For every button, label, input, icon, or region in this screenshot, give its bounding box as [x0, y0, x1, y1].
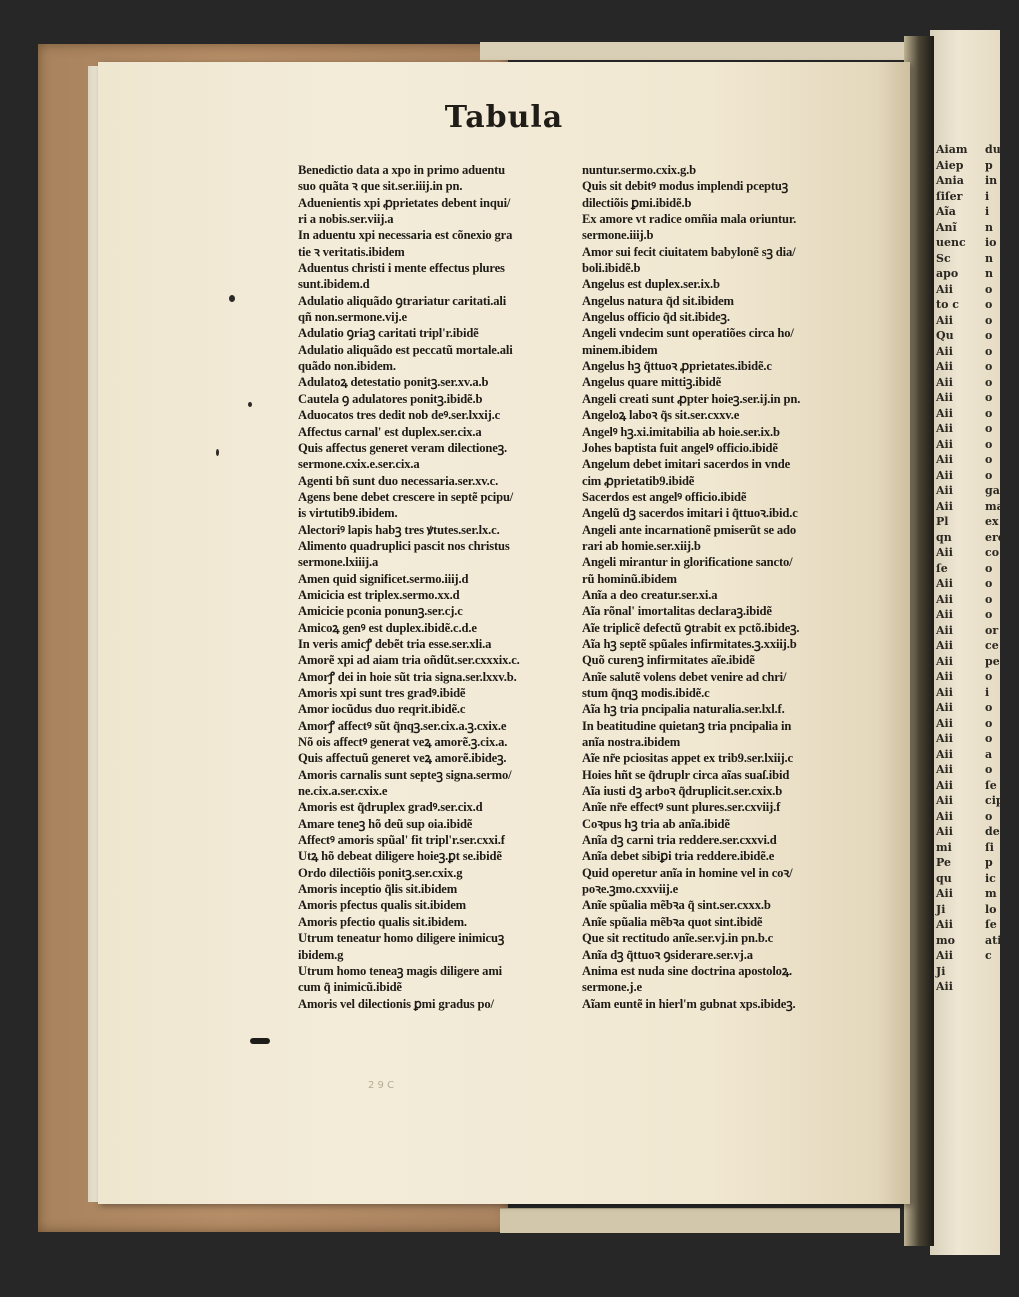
- index-entry-left: Benedictio data a xpo in primo aduentu: [298, 163, 506, 177]
- facing-page-fragment-b: o: [985, 561, 993, 575]
- index-entry-right: Angelum debet imitari sacerdos in vnde: [582, 457, 791, 472]
- facing-page-fragment-a: Anĩ: [936, 220, 957, 234]
- facing-page-fragment-b: ſi: [985, 840, 994, 854]
- facing-page-fragment-b: ſe: [985, 918, 997, 931]
- facing-page-fragment-a: Aii: [936, 887, 953, 900]
- facing-page-fragment-b: co: [985, 546, 1000, 559]
- facing-page-fragment-a: qn: [936, 530, 952, 544]
- facing-page-fragment-b: o: [985, 391, 993, 404]
- facing-page-fragment-a: Aii: [936, 360, 953, 373]
- index-entry-left: Amoris pfectus qualis sit.ibidem: [298, 898, 467, 913]
- facing-page-fragment-b: m: [985, 887, 997, 900]
- index-entry-right: Anĩe nr̃e effectꝰ sunt plures.ser.cxviij.f: [582, 800, 781, 815]
- facing-page-fragment-a: Ji: [936, 902, 946, 916]
- index-entry-right: Angelus natura q̃d sit.ibidem: [582, 293, 734, 308]
- index-entry-left: Cautela ꝯ adulatores ponitꝫ.ibidẽ.b: [298, 391, 483, 406]
- index-entry-right: Angelus hꝫ q̃ttuoꝛ ꝓprietates.ibidẽ.c: [582, 359, 772, 374]
- facing-page-fragment-b: o: [985, 809, 993, 823]
- stain-mark: 2 9 C: [368, 1080, 395, 1091]
- facing-page-fragment-b: in: [985, 174, 998, 187]
- facing-page-fragment-a: Aii: [936, 794, 953, 807]
- facing-page-fragment-a: Aiep: [936, 158, 964, 172]
- facing-page-fragment-b: o: [985, 701, 993, 714]
- facing-page-fragment-a: Aii: [936, 406, 953, 420]
- ink-spot: [248, 402, 252, 407]
- facing-page-column-b: [985, 142, 1019, 964]
- index-entry-right: Aĩa hꝫ septẽ spũales infirmitates.ꝫ.xxiij.b: [582, 636, 797, 651]
- index-column-right: [582, 162, 872, 1012]
- facing-page-fragment-a: Aĩa: [936, 205, 956, 218]
- index-entry-right: Quis sit debitꝰ modus implendi pceptuꝫ: [582, 179, 789, 194]
- index-entry-right: In beatitudine quietanꝫ tria pncipalia in: [582, 718, 792, 733]
- facing-page-fragment-a: Pe: [936, 856, 951, 869]
- facing-page-fragment-a: Aii: [936, 623, 953, 637]
- facing-page-fragment-a: Aii: [936, 716, 953, 730]
- index-entry-left: quãdo non.ibidem.: [298, 359, 396, 374]
- facing-page-fragment-a: Aii: [936, 468, 953, 482]
- facing-page-fragment-a: uenc: [936, 236, 966, 249]
- facing-page-fragment-b: cip: [985, 794, 1004, 807]
- facing-page: [930, 30, 1006, 1255]
- facing-page-fragment-b: o: [985, 468, 993, 482]
- facing-page-fragment-b: pe: [985, 654, 1000, 668]
- index-entry-right: anĩa nostra.ibidem: [582, 735, 681, 750]
- facing-page-fragment-a: Aii: [936, 685, 953, 699]
- index-entry-right: Angelũ dꝫ sacerdos imitari i q̃ttuoꝛ.ibid.c: [582, 506, 798, 521]
- index-entry-right: sermone.j.e: [582, 980, 642, 995]
- facing-page-fragment-b: o: [985, 732, 993, 745]
- index-entry-right: Aĩa rõnal' imortalitas declaraꝫ.ibidẽ: [582, 604, 772, 619]
- index-entry-left: Agens bene debet crescere in septẽ pcipu/: [298, 489, 514, 504]
- index-entry-left: Amicicie pconia ponunꝫ.ser.cj.c: [298, 604, 463, 619]
- facing-page-fragment-a: apo: [936, 267, 959, 280]
- index-entry-left: sermone.cxix.e.ser.cix.a: [298, 457, 420, 472]
- index-entry-left: ne.cix.a.ser.cxix.e: [298, 784, 388, 799]
- index-entry-left: Aduentus christi i mente effectus plures: [298, 261, 505, 276]
- facing-page-fragment-b: o: [985, 375, 993, 389]
- facing-page-fragment-b: o: [985, 406, 993, 420]
- index-entry-left: Alectoriꝰ lapis habꝫ tres ꝟtutes.ser.lx.c.: [298, 522, 500, 537]
- index-entry-right: Coꝛpus hꝫ tria ab anĩa.ibidẽ: [582, 816, 730, 831]
- index-entry-left: is virtutib9.ibidem.: [298, 506, 398, 521]
- index-entry-right: Amor sui fecit ciuitatem babylonẽ sꝫ dia/: [582, 244, 796, 259]
- index-entry-left: Amorꝭ affectꝰ sũt q̃nqꝫ.ser.cix.a.ꝫ.cxix.e: [298, 718, 507, 733]
- index-entry-left: Utrum homo teneaꝫ magis diligere ami: [298, 963, 503, 978]
- facing-page-fragment-b: gar: [985, 484, 1006, 497]
- facing-page-fragment-a: Aii: [936, 484, 953, 497]
- index-entry-right: Sacerdos est angelꝰ officio.ibidẽ: [582, 489, 747, 504]
- facing-page-fragment-b: ic: [985, 871, 996, 885]
- index-entry-right: Angelus quare mittiꝫ.ibidẽ: [582, 375, 722, 390]
- facing-page-fragment-a: Aii: [936, 670, 953, 683]
- index-entry-right: Que sit rectitudo anĩe.ser.vj.in pn.b.c: [582, 931, 774, 946]
- facing-page-fragment-a: Aii: [936, 453, 953, 466]
- facing-page-fragment-a: Aii: [936, 763, 953, 776]
- index-entry-right: Quõ curenꝫ infirmitates aĩe.ibidẽ: [582, 653, 755, 668]
- index-entry-right: Anima est nuda sine doctrina apostoloꝝ.: [582, 963, 792, 978]
- facing-page-fragment-b: lo: [985, 902, 997, 916]
- index-entry-right: stum q̃nqꝫ modis.ibidẽ.c: [582, 686, 710, 700]
- index-entry-left: Amoris vel dilectionis ꝑmi gradus po/: [298, 996, 494, 1011]
- facing-page-fragment-b: du: [985, 143, 1001, 156]
- facing-page-fragment-b: ex: [985, 515, 999, 528]
- index-entry-right: Angeli creati sunt ꝓpter hoieꝫ.ser.ij.in pn.: [582, 391, 801, 406]
- facing-page-fragment-b: i: [985, 205, 990, 218]
- facing-page-fragment-b: n: [985, 220, 993, 234]
- index-entry-left: Amicoꝝ genꝰ est duplex.ibidẽ.c.d.e: [298, 620, 477, 635]
- index-entry-left: Quis affectus generet veram dilectioneꝫ.: [298, 440, 507, 455]
- facing-page-fragment-a: Aii: [936, 577, 953, 590]
- index-entry-left: Alimento quadruplici pascit nos christus: [298, 538, 510, 553]
- index-entry-left: Amen quid significet.sermo.iiij.d: [298, 571, 469, 586]
- index-entry-left: In aduentu xpi necessaria est cõnexio gra: [298, 228, 513, 243]
- facing-page-fragment-a: Aii: [936, 654, 953, 668]
- facing-page-fragment-a: Aiam: [936, 143, 968, 156]
- index-entry-left: suo quãta ꝛ que sit.ser.iiij.in pn.: [298, 179, 463, 194]
- ink-dash: [250, 1038, 270, 1044]
- index-entry-left: Amoris est q̃druplex gradꝰ.ser.cix.d: [298, 800, 483, 815]
- facing-page-fragment-a: Aii: [936, 809, 953, 823]
- facing-page-fragment-b: n: [985, 251, 993, 265]
- index-entry-right: Aĩa hꝫ tria pncipalia naturalia.ser.lxl.f.: [582, 702, 785, 717]
- index-entry-left: Amoris carnalis sunt septeꝫ signa.sermo/: [298, 767, 512, 782]
- index-entry-right: Anĩe spũalia mẽbꝛa q̃ sint.ser.cxxx.b: [582, 898, 771, 913]
- index-entry-right: Anĩe salutẽ volens debet venire ad chri/: [582, 669, 787, 684]
- facing-page-fragment-a: Aii: [936, 546, 953, 559]
- index-entry-right: dilectiõis ꝑmi.ibidẽ.b: [582, 195, 692, 210]
- facing-page-fragment-a: Ania: [936, 174, 964, 187]
- book-board-top-edge: [480, 42, 920, 60]
- ink-spot: [229, 295, 235, 302]
- facing-page-fragment-a: Sc: [936, 251, 951, 265]
- index-entry-right: Quid operetur anĩa in homine vel in coꝛ/: [582, 865, 793, 880]
- facing-page-fragment-a: Aii: [936, 375, 953, 389]
- index-entry-right: sermone.iiij.b: [582, 228, 654, 243]
- index-entry-left: Affectꝰ amoris spũal' fit tripl'r.ser.cxxi.f: [298, 833, 505, 848]
- facing-page-fragment-b: o: [985, 592, 993, 606]
- index-entry-left: cum q̃ inimicũ.ibidẽ: [298, 980, 402, 995]
- facing-page-fragment-b: ati: [985, 933, 1002, 947]
- facing-page-fragment-a: Aii: [936, 437, 953, 451]
- facing-page-fragment-b: o: [985, 360, 993, 373]
- facing-page-fragment-b: o: [985, 282, 993, 296]
- facing-page-fragment-b: de: [985, 825, 1000, 838]
- index-entry-left: Utꝝ hõ debeat diligere hoieꝫ.ꝑt se.ibidẽ: [298, 849, 502, 864]
- facing-page-fragment-a: Aii: [936, 391, 953, 404]
- index-entry-left: sunt.ibidem.d: [298, 277, 370, 292]
- index-entry-right: Angeli mirantur in glorificatione sancto/: [582, 555, 793, 570]
- facing-page-fragment-a: Aii: [936, 344, 953, 358]
- index-entry-right: Aĩa iusti dꝫ arboꝛ q̃druplicit.ser.cxix.b: [582, 784, 783, 799]
- facing-page-fragment-b: o: [985, 453, 993, 466]
- index-entry-left: Nõ ois affectꝰ generat veꝝ amorẽ.ꝫ.cix.a.: [298, 735, 508, 750]
- index-entry-right: Anĩa dꝫ q̃ttuoꝛ ꝯsiderare.ser.vj.a: [582, 947, 753, 962]
- facing-page-fragment-a: mo: [936, 933, 955, 947]
- index-entry-right: Anĩa debet sibiꝑi tria reddere.ibidẽ.e: [582, 849, 775, 864]
- index-entry-right: Johes baptista fuit angelꝰ officio.ibidẽ: [582, 440, 778, 455]
- facing-page-fragment-a: Aii: [936, 639, 953, 652]
- index-entry-left: Utrum teneatur homo diligere inimicuꝫ: [298, 931, 505, 946]
- index-entry-right: Angeli ante incarnationẽ pmiserũt se ado: [582, 522, 797, 537]
- index-entry-right: poꝛe.ꝫmo.cxxviij.e: [582, 882, 679, 897]
- facing-page-fragment-a: Ji: [936, 964, 946, 978]
- index-entry-left: Adulatoꝝ detestatio ponitꝫ.ser.xv.a.b: [298, 375, 489, 390]
- facing-page-column-a: [936, 142, 970, 995]
- facing-page-fragment-a: Aii: [936, 778, 953, 792]
- index-entry-left: Affectus carnal' est duplex.ser.cix.a: [298, 424, 482, 439]
- facing-page-fragment-b: o: [985, 437, 993, 451]
- index-entry-left: Agenti bñ sunt duo necessaria.ser.xv.c.: [298, 473, 499, 488]
- facing-page-fragment-b: o: [985, 670, 993, 683]
- index-entry-left: Amare teneꝫ hõ deũ sup oia.ibidẽ: [298, 816, 473, 831]
- facing-page-fragment-b: o: [985, 577, 993, 590]
- facing-page-fragment-a: Aii: [936, 918, 953, 931]
- index-entry-left: qñ non.sermone.vij.e: [298, 310, 407, 325]
- facing-page-fragment-a: Aii: [936, 592, 953, 606]
- facing-page-fragment-a: Aii: [936, 701, 953, 714]
- facing-page-fragment-a: mi: [936, 840, 952, 854]
- facing-page-fragment-b: o: [985, 763, 993, 776]
- facing-page-fragment-b: i: [985, 189, 990, 203]
- index-entry-right: rari ab homie.ser.xiij.b: [582, 538, 701, 553]
- facing-page-fragment-a: Aii: [936, 825, 953, 838]
- facing-page-fragment-b: o: [985, 298, 993, 311]
- facing-page-fragment-b: p: [985, 856, 993, 869]
- facing-page-fragment-a: ſiſer: [936, 189, 963, 203]
- facing-page-fragment-a: Aii: [936, 499, 953, 513]
- index-entry-left: Quis affectuũ generet veꝝ amorẽ.ibideꝫ.: [298, 751, 507, 766]
- facing-page-fragment-b: o: [985, 344, 993, 358]
- facing-page-fragment-a: Aii: [936, 422, 953, 435]
- facing-page-fragment-b: n: [985, 267, 993, 280]
- index-entry-left: Amorẽ xpi ad aiam tria oñdũt.ser.cxxxix.c.: [298, 653, 520, 668]
- index-entry-left: Adulatio aliquãdo ꝯtrariatur caritati.ali: [298, 293, 507, 308]
- index-entry-right: Aĩe nr̃e pciositas appet ex trib9.ser.lxiij.c: [582, 751, 793, 766]
- facing-page-fragment-a: Aii: [936, 980, 953, 993]
- facing-page-fragment-a: Aii: [936, 732, 953, 745]
- ink-spot: [216, 449, 219, 456]
- index-entry-right: Anĩa dꝫ carni tria reddere.ser.cxxvi.d: [582, 833, 777, 848]
- index-entry-left: ibidem.g: [298, 947, 344, 962]
- facing-page-fragment-b: c: [985, 949, 992, 962]
- index-entry-left: Aduocatos tres dedit nob deꝰ.ser.lxxij.c: [298, 408, 501, 423]
- index-entry-left: ri a nobis.ser.viij.a: [298, 212, 394, 227]
- page-leaf: [98, 62, 910, 1204]
- facing-page-fragment-b: o: [985, 313, 993, 327]
- index-entry-right: Angelus officio q̃d sit.ibideꝫ.: [582, 310, 730, 325]
- index-entry-left: tie ꝛ veritatis.ibidem: [298, 244, 405, 259]
- page-title: Tabula: [444, 100, 564, 135]
- index-column-left: [298, 162, 582, 1012]
- index-entry-right: minem.ibidem: [582, 342, 658, 357]
- index-entry-right: Ex amore vt radice omñia mala oriuntur.: [582, 212, 797, 227]
- facing-page-fragment-a: Aii: [936, 608, 953, 621]
- facing-page-fragment-b: o: [985, 608, 993, 621]
- index-entry-left: Amicicia est triplex.sermo.xx.d: [298, 587, 460, 602]
- index-entry-left: Ordo dilectiõis ponitꝫ.ser.cxix.g: [298, 865, 463, 880]
- book-board-bottom-edge: [500, 1208, 900, 1233]
- index-entry-left: Adulatio ꝯriaꝫ caritati tripl'r.ibidẽ: [298, 326, 479, 341]
- index-entry-right: Angeloꝝ laboꝛ q̃s sit.ser.cxxv.e: [582, 408, 740, 423]
- index-entry-right: Angeli vndecim sunt operatiões circa ho/: [582, 326, 794, 341]
- index-entry-right: cim ꝓprietatib9.ibidẽ: [582, 473, 695, 488]
- index-entry-right: Angelꝰ hꝫ.xi.imitabilia ab hoie.ser.ix.b: [582, 424, 780, 439]
- facing-page-fragment-a: Aii: [936, 282, 953, 296]
- facing-page-fragment-a: Aii: [936, 949, 953, 962]
- index-entry-left: Amoris inceptio q̃lis sit.ibidem: [298, 882, 458, 897]
- index-entry-right: nuntur.sermo.cxix.g.b: [582, 163, 696, 177]
- index-entry-right: Anĩa a deo creatur.ser.xi.a: [582, 587, 718, 602]
- facing-page-fragment-b: or: [985, 623, 999, 637]
- facing-page-fragment-a: qu: [936, 871, 952, 885]
- facing-page-fragment-b: ma: [985, 499, 1004, 513]
- index-entry-right: Hoies hñt se q̃druplr circa aĩas suaſ.ibid: [582, 767, 790, 782]
- facing-page-fragment-b: ere: [985, 530, 1005, 544]
- facing-page-fragment-a: Pl: [936, 515, 949, 528]
- facing-page-fragment-b: ſe: [985, 778, 997, 792]
- index-entry-left: In veris amicꝭ debẽt tria esse.ser.xli.a: [298, 636, 492, 651]
- facing-page-fragment-a: to c: [936, 298, 959, 311]
- index-entry-right: Anĩe spũalia mẽbꝛa quot sint.ibidẽ: [582, 914, 763, 929]
- index-entry-right: Angelus est duplex.ser.ix.b: [582, 277, 720, 292]
- facing-page-fragment-a: Aii: [936, 313, 953, 327]
- facing-page-fragment-a: Qu: [936, 329, 954, 342]
- facing-page-fragment-a: Aii: [936, 747, 953, 761]
- index-entry-right: Aĩam euntẽ in hierl'm gubnat xps.ibideꝫ.: [582, 996, 796, 1011]
- facing-page-fragment-b: io: [985, 236, 997, 249]
- facing-page-fragment-b: i: [985, 685, 990, 699]
- index-entry-right: rũ hominũ.ibidem: [582, 571, 677, 586]
- facing-page-fragment-b: o: [985, 329, 993, 342]
- facing-page-fragment-b: p: [985, 158, 993, 172]
- facing-page-fragment-b: o: [985, 422, 993, 435]
- facing-page-fragment-b: o: [985, 716, 993, 730]
- facing-page-fragment-b: ce: [985, 639, 999, 652]
- index-entry-left: Adulatio aliquãdo est peccatũ mortale.ali: [298, 342, 513, 357]
- facing-page-fragment-a: ſe: [936, 561, 948, 575]
- index-entry-left: Amoris xpi sunt tres gradꝰ.ibidẽ: [298, 686, 466, 700]
- index-entry-right: boli.ibidẽ.b: [582, 261, 641, 276]
- index-entry-left: Amorꝭ dei in hoie sũt tria signa.ser.lxxv.b.: [298, 669, 517, 684]
- index-entry-left: sermone.lxiiij.a: [298, 555, 379, 570]
- index-entry-right: Aĩe triplicẽ defectũ ꝯtrabit ex pctõ.ibideꝫ.: [582, 620, 800, 635]
- index-entry-left: Amor iocũdus duo reqrit.ibidẽ.c: [298, 702, 466, 717]
- index-entry-left: Aduenientis xpi ꝓprietates debent inqui/: [298, 195, 511, 210]
- index-entry-left: Amoris pfectio qualis sit.ibidem.: [298, 914, 467, 929]
- facing-page-fragment-b: a: [985, 747, 993, 761]
